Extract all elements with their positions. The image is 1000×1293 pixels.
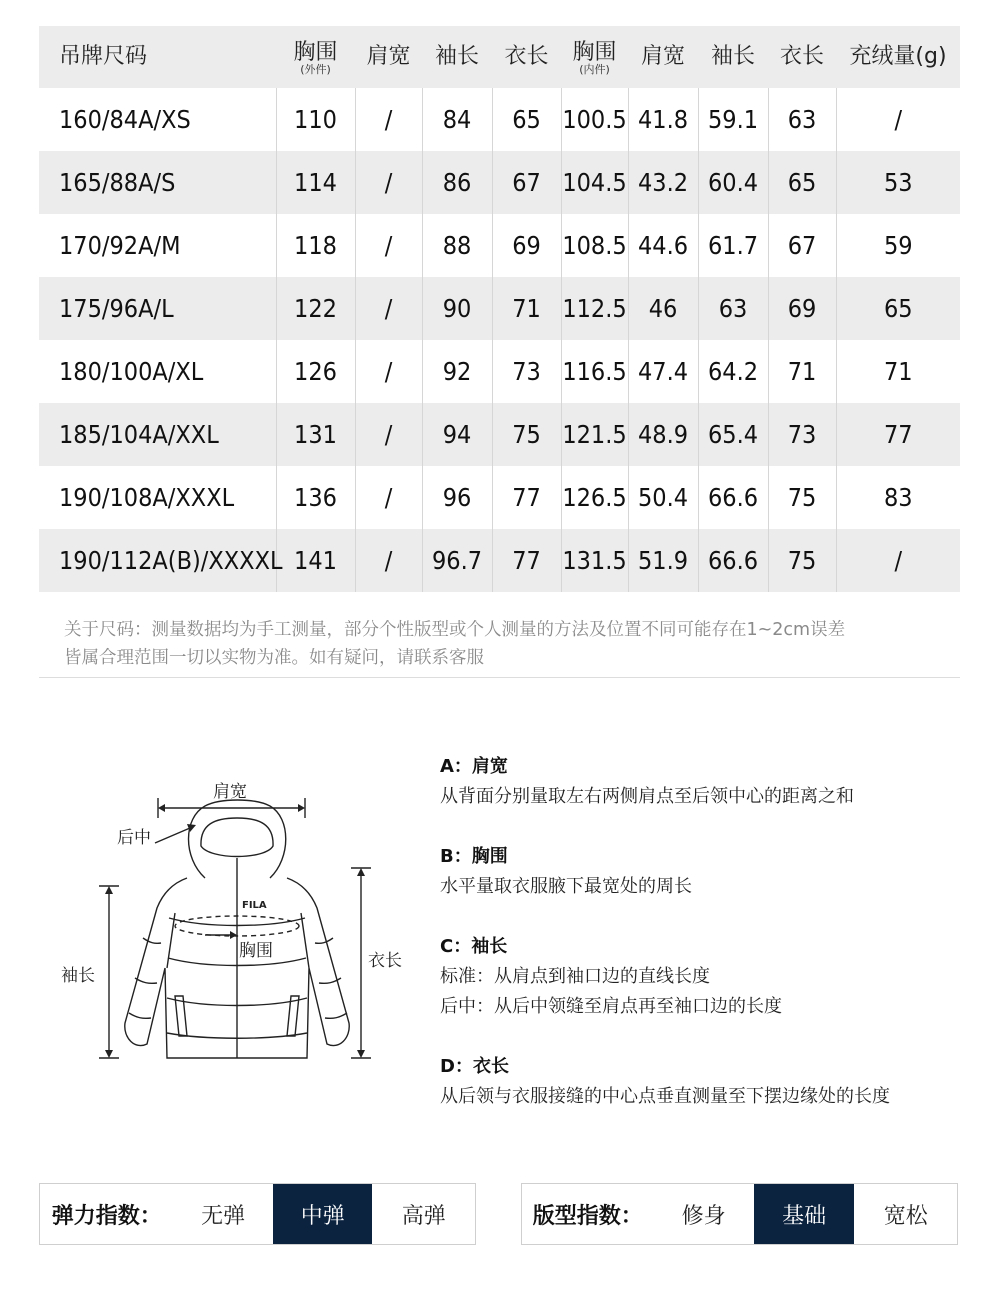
length-label: 衣长	[368, 951, 402, 971]
measurement-cell: /	[355, 88, 422, 151]
measurement-cell: 104.5	[561, 151, 628, 214]
fit-option-regular[interactable]: 基础	[754, 1184, 855, 1244]
elastic-option-none[interactable]: 无弹	[201, 1203, 246, 1229]
measurement-cell: 94	[422, 403, 492, 466]
fit-index-label: 版型指数：	[532, 1203, 643, 1229]
measurement-cell: /	[836, 88, 960, 151]
measurement-cell: 126.5	[561, 466, 628, 529]
fit-index-bar	[521, 1183, 958, 1245]
measurement-cell: 69	[768, 277, 836, 340]
measurement-cell: /	[355, 277, 422, 340]
measurement-cell: 67	[492, 151, 561, 214]
measurement-cell: 75	[768, 529, 836, 592]
measurement-cell: 65	[492, 88, 561, 151]
measurement-cell: 114	[276, 151, 355, 214]
table-row	[39, 151, 960, 214]
measurement-cell: 47.4	[628, 340, 698, 403]
measurement-cell: 96	[422, 466, 492, 529]
header-tag-size: 吊牌尺码	[39, 26, 276, 88]
definition-title: D：衣长	[440, 1056, 509, 1077]
measurement-cell: 83	[836, 466, 960, 529]
measurement-cell: 67	[768, 214, 836, 277]
measurement-cell: 75	[768, 466, 836, 529]
size-note	[64, 616, 964, 672]
measurement-cell: 59.1	[698, 88, 768, 151]
elastic-option-high[interactable]: 高弹	[401, 1203, 446, 1229]
definition-title: C：袖长	[440, 936, 508, 957]
measurement-cell: 71	[836, 340, 960, 403]
definition-text: 从背面分别量取左右两侧肩点至后领中心的距离之和	[440, 786, 854, 807]
size-note-line: 关于尺码：测量数据均为手工测量，部分个性版型或个人测量的方法及位置不同可能存在1~2cm误差	[64, 620, 846, 640]
table-row	[39, 340, 960, 403]
divider	[39, 677, 960, 678]
elastic-option-medium[interactable]: 中弹	[273, 1184, 373, 1244]
measurement-cell: 108.5	[561, 214, 628, 277]
measurement-cell: 112.5	[561, 277, 628, 340]
measurement-cell: 64.2	[698, 340, 768, 403]
measurement-cell: 86	[422, 151, 492, 214]
measurement-cell: 66.6	[698, 529, 768, 592]
measurement-cell: 75	[492, 403, 561, 466]
header-length-inner: 衣长	[768, 26, 836, 88]
definition-text: 后中：从后中领缝至肩点再至袖口边的长度	[440, 996, 782, 1017]
measurement-cell: 131	[276, 403, 355, 466]
measurement-cell: 110	[276, 88, 355, 151]
measurement-cell: 53	[836, 151, 960, 214]
measurement-cell: 96.7	[422, 529, 492, 592]
measurement-cell: 100.5	[561, 88, 628, 151]
measurement-cell: 126	[276, 340, 355, 403]
measurement-cell: /	[355, 214, 422, 277]
measurement-cell: 63	[768, 88, 836, 151]
definition-shoulder	[440, 752, 980, 812]
measurement-cell: 122	[276, 277, 355, 340]
measurement-cell: 77	[836, 403, 960, 466]
definition-chest	[440, 842, 980, 902]
size-label-cell: 190/108A/XXXL	[59, 483, 235, 512]
measurement-cell: 131.5	[561, 529, 628, 592]
size-label-cell: 170/92A/M	[59, 231, 181, 260]
header-sleeve-inner: 袖长	[698, 26, 768, 88]
header-sleeve-outer: 袖长	[422, 26, 492, 88]
elastic-index-bar	[39, 1183, 476, 1245]
measurement-cell: 63	[698, 277, 768, 340]
measurement-cell: 60.4	[698, 151, 768, 214]
measurement-cell: 77	[492, 466, 561, 529]
measurement-cell: /	[355, 466, 422, 529]
header-chest-inner: 胸围 (内件)	[561, 26, 628, 88]
header-shoulder-inner: 肩宽	[628, 26, 698, 88]
measurement-cell: 84	[422, 88, 492, 151]
definition-title: A：肩宽	[440, 756, 508, 777]
table-header-row	[39, 26, 960, 88]
measurement-cell: 71	[492, 277, 561, 340]
measurement-cell: 48.9	[628, 403, 698, 466]
measurement-cell: 59	[836, 214, 960, 277]
back-center-label: 后中	[117, 828, 151, 848]
measurement-cell: 44.6	[628, 214, 698, 277]
definition-title: B：胸围	[440, 846, 508, 867]
measurement-cell: 69	[492, 214, 561, 277]
chest-label: 胸围	[239, 941, 273, 961]
size-label-cell: 165/88A/S	[39, 151, 276, 214]
size-label-cell: 180/100A/XL	[59, 357, 204, 386]
header-length-outer: 衣长	[492, 26, 561, 88]
fit-option-loose[interactable]: 宽松	[883, 1203, 928, 1229]
table-row	[39, 88, 960, 151]
brand-logo: FILA	[242, 900, 267, 911]
measurement-cell: 71	[768, 340, 836, 403]
measurement-cell: 88	[422, 214, 492, 277]
table-row	[39, 277, 960, 340]
table-row	[39, 466, 960, 529]
table-row	[39, 403, 960, 466]
measurement-cell: 65.4	[698, 403, 768, 466]
measurement-cell: 65	[836, 277, 960, 340]
table-row	[39, 214, 960, 277]
fit-option-slim[interactable]: 修身	[681, 1203, 726, 1229]
size-label-cell: 185/104A/XXL	[39, 403, 276, 466]
table-row	[39, 529, 960, 592]
measurement-cell: /	[355, 151, 422, 214]
elastic-index-label: 弹力指数：	[51, 1203, 162, 1229]
measurement-cell: /	[355, 529, 422, 592]
measurement-cell: 118	[276, 214, 355, 277]
size-note-line: 皆属合理范围一切以实物为准。如有疑问，请联系客服	[64, 648, 484, 668]
jacket-illustration	[55, 768, 425, 1068]
measurement-cell: 141	[276, 529, 355, 592]
measurement-definitions	[440, 752, 980, 1142]
measurement-cell: 46	[628, 277, 698, 340]
size-table	[39, 26, 960, 592]
size-label-cell: 190/112A(B)/XXXXL	[39, 529, 276, 592]
definition-text: 水平量取衣服腋下最宽处的周长	[440, 876, 692, 897]
definition-length	[440, 1052, 980, 1112]
measurement-cell: 51.9	[628, 529, 698, 592]
measurement-cell: 65	[768, 151, 836, 214]
measurement-cell: 73	[492, 340, 561, 403]
size-label-cell: 175/96A/L	[39, 277, 276, 340]
size-label-cell: 160/84A/XS	[59, 105, 191, 134]
definition-text: 标准：从肩点到袖口边的直线长度	[440, 966, 710, 987]
measurement-cell: 61.7	[698, 214, 768, 277]
measurement-cell: 116.5	[561, 340, 628, 403]
measurement-cell: /	[355, 403, 422, 466]
measurement-cell: 121.5	[561, 403, 628, 466]
measurement-cell: 41.8	[628, 88, 698, 151]
measurement-cell: 90	[422, 277, 492, 340]
shoulder-label: 肩宽	[213, 782, 247, 802]
measurement-cell: 43.2	[628, 151, 698, 214]
measurement-cell: 92	[422, 340, 492, 403]
measurement-cell: /	[836, 529, 960, 592]
header-shoulder-outer: 肩宽	[355, 26, 422, 88]
measurement-cell: 73	[768, 403, 836, 466]
definition-sleeve	[440, 932, 980, 1022]
header-down-fill: 充绒量(g)	[836, 26, 960, 88]
measurement-cell: /	[355, 340, 422, 403]
header-chest-outer: 胸围 (外件)	[276, 26, 355, 88]
measurement-cell: 50.4	[628, 466, 698, 529]
measurement-cell: 136	[276, 466, 355, 529]
measurement-diagram	[55, 768, 425, 1068]
sleeve-label: 袖长	[61, 966, 95, 986]
measurement-cell: 77	[492, 529, 561, 592]
definition-text: 从后领与衣服接缝的中心点垂直测量至下摆边缘处的长度	[440, 1086, 890, 1107]
measurement-cell: 66.6	[698, 466, 768, 529]
